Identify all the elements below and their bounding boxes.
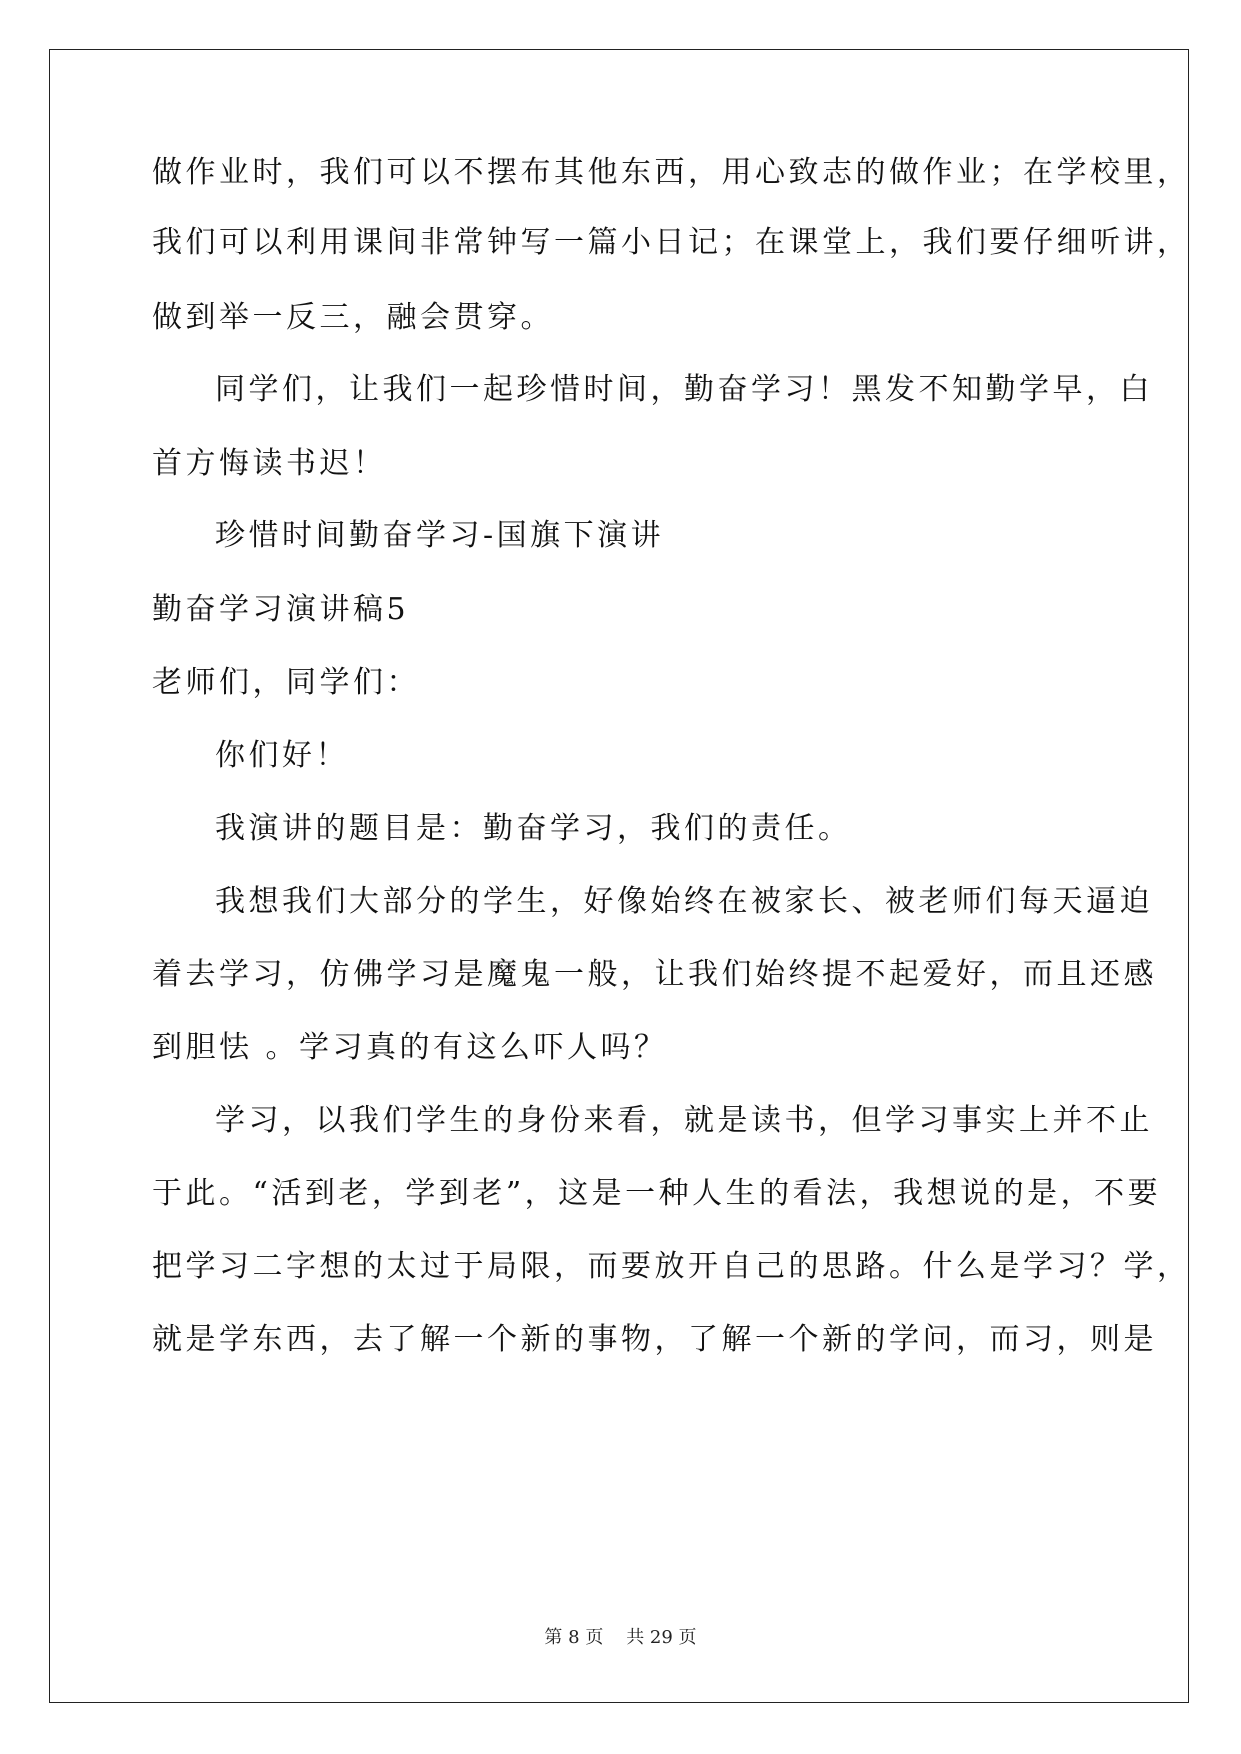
body-line: 做到举一反三，融会贯穿。	[152, 300, 554, 335]
body-line: 于此。“活到老，学到老”，这是一种人生的看法，我想说的是，不要	[152, 1176, 1162, 1211]
body-line: 同学们，让我们一起珍惜时间，勤奋学习！黑发不知勤学早，白	[215, 372, 1153, 407]
body-line: 我演讲的题目是：勤奋学习，我们的责任。	[215, 811, 852, 846]
page-border	[49, 49, 1189, 1703]
body-line: 我们可以利用课间非常钟写一篇小日记；在课堂上，我们要仔细听讲，	[152, 225, 1191, 260]
body-line: 到胆怯 。学习真的有这么吓人吗？	[152, 1030, 668, 1065]
body-line: 就是学东西，去了解一个新的事物，了解一个新的学问，而习，则是	[152, 1322, 1157, 1357]
body-line: 学习，以我们学生的身份来看，就是读书，但学习事实上并不止	[215, 1103, 1153, 1138]
salutation: 老师们，同学们：	[152, 665, 420, 700]
body-line: 首方悔读书迟！	[152, 446, 387, 481]
body-line: 着去学习，仿佛学习是魔鬼一般，让我们始终提不起爱好，而且还感	[152, 957, 1157, 992]
body-line: 我想我们大部分的学生，好像始终在被家长、被老师们每天逼迫	[215, 884, 1153, 919]
heading: 勤奋学习演讲稿5	[152, 592, 410, 627]
body-line: 把学习二字想的太过于局限，而要放开自己的思路。什么是学习？学，	[152, 1249, 1191, 1284]
section-title: 珍惜时间勤奋学习-国旗下演讲	[215, 518, 665, 553]
body-line: 做作业时，我们可以不摆布其他东西，用心致志的做作业；在学校里，	[152, 155, 1191, 190]
page-footer: 第 8 页 共 29 页	[544, 1627, 697, 1648]
greeting: 你们好！	[215, 738, 349, 773]
